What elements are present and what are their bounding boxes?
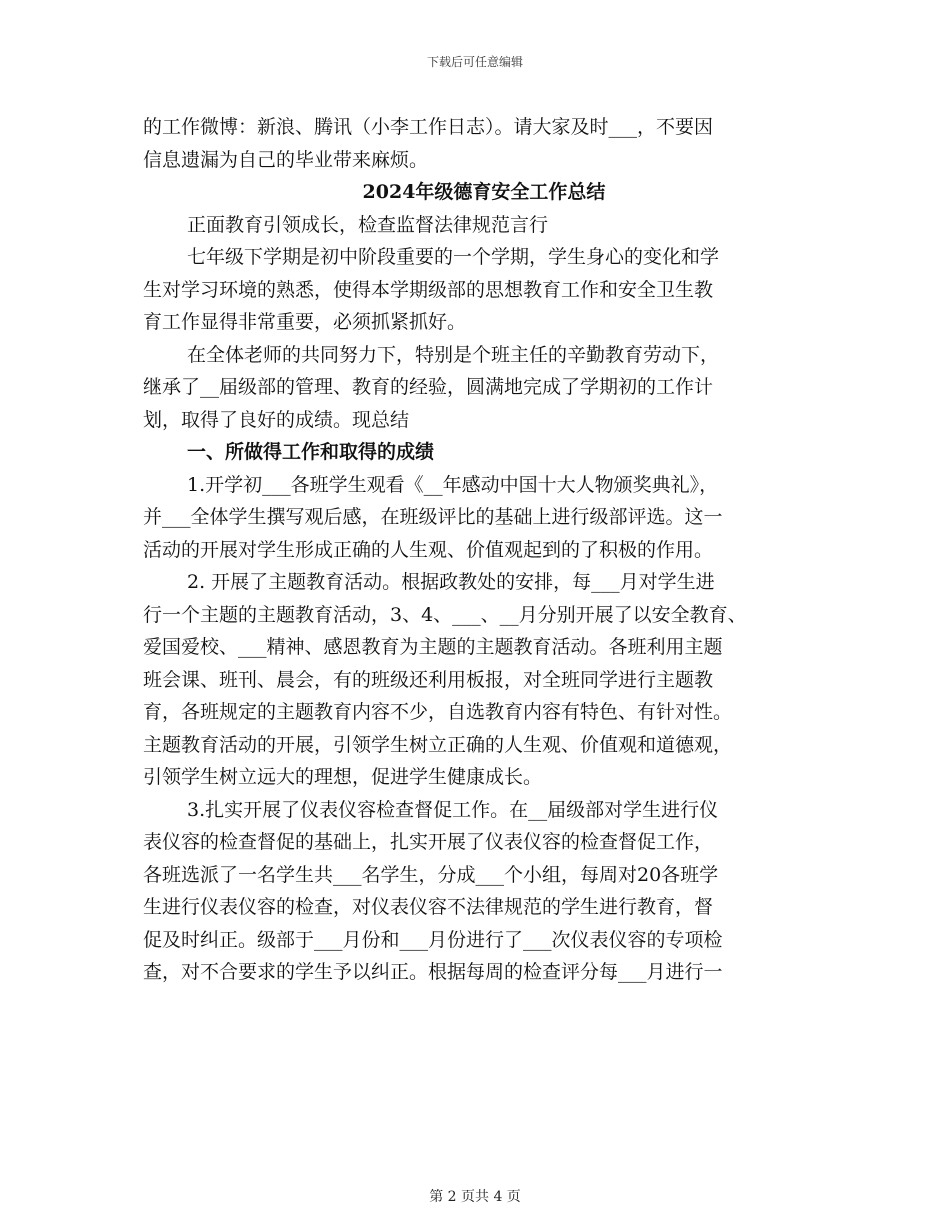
page-number: 第 2 页共 4 页 [429, 1189, 521, 1205]
page-header: 下载后可任意编辑 [426, 55, 523, 69]
paragraph-line: 促及时纠正。级部于___月份和___月份进行了___次仪表仪容的专项检 [143, 928, 723, 951]
paragraph-line: 查，对不合要求的学生予以纠正。根据每周的检查评分每___月进行一 [143, 961, 723, 983]
paragraph-line: 育，各班规定的主题教育内容不少，自选教育内容有特色、有针对性。 [143, 701, 733, 723]
paragraph-line: 七年级下学期是初中阶段重要的一个学期，学生身心的变化和学 [187, 246, 720, 268]
paragraph-line: 信息遗漏为自己的毕业带来麻烦。 [143, 148, 429, 171]
paragraph-line: 爱国爱校、___精神、感恩教育为主题的主题教育活动。各班利用主题 [143, 636, 723, 658]
paragraph-line: 的工作微博：新浪、腾讯（小李工作日志）。请大家及时___，不要因 [143, 116, 714, 138]
paragraph-line: 继承了__届级部的管理、教育的经验，圆满地完成了学期初的工作计 [143, 376, 714, 398]
paragraph-line: 划，取得了良好的成绩。现总结 [143, 408, 410, 431]
document-subtitle: 正面教育引领成长，检查监督法律规范言行 [187, 213, 549, 236]
paragraph-line: 1.开学初___各班学生观看《__年感动中国十大人物颁奖典礼》， [187, 473, 719, 496]
paragraph-line: 引领学生树立远大的理想，促进学生健康成长。 [143, 766, 543, 788]
paragraph-line: 行一个主题的主题教育活动，3、4、___、__月分别开展了以安全教育、 [143, 603, 747, 626]
section-heading: 一、所做得工作和取得的成绩 [187, 441, 435, 463]
paragraph-line: 各班选派了一名学生共___名学生，分成___个小组，每周对20各班学 [143, 863, 719, 886]
paragraph-line: 表仪容的检查督促的基础上，扎实开展了仪表仪容的检查督促工作， [143, 831, 714, 853]
paragraph-line: 3.扎实开展了仪表仪容检查督促工作。在__届级部对学生进行仪 [187, 798, 719, 821]
document-title: 2024年级德育安全工作总结 [362, 181, 606, 203]
paragraph-line: 在全体老师的共同努力下，特别是个班主任的辛勤教育劳动下， [187, 343, 720, 366]
paragraph-line: 班会课、班刊、晨会，有的班级还利用板报，对全班同学进行主题教 [143, 668, 714, 691]
paragraph-line: 活动的开展对学生形成正确的人生观、价值观起到的了积极的作用。 [143, 538, 714, 561]
paragraph-line: 2. 开展了主题教育活动。根据政教处的安排，每___月对学生进 [187, 571, 715, 593]
paragraph-line: 并___全体学生撰写观后感，在班级评比的基础上进行级部评选。这一 [143, 506, 723, 528]
document-body [143, 111, 807, 989]
paragraph-line: 育工作显得非常重要，必须抓紧抓好。 [143, 311, 467, 333]
paragraph-line: 生对学习环境的熟悉，使得本学期级部的思想教育工作和安全卫生教 [143, 278, 714, 301]
paragraph-line: 生进行仪表仪容的检查，对仪表仪容不法律规范的学生进行教育，督 [143, 896, 714, 918]
paragraph-line: 主题教育活动的开展，引领学生树立正确的人生观、价值观和道德观， [143, 733, 733, 756]
